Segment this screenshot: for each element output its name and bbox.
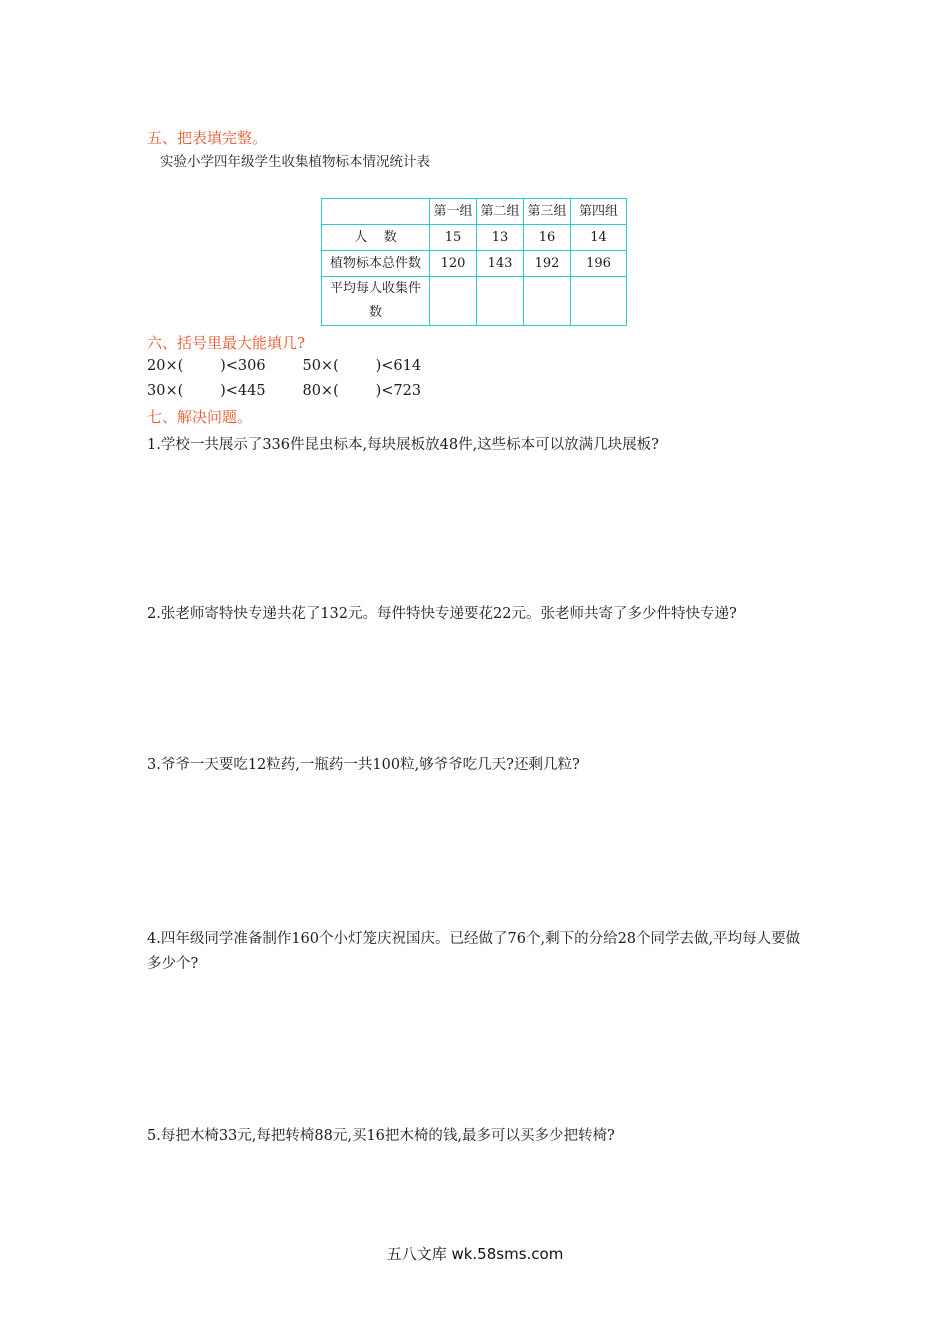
specimen-table [321, 198, 627, 326]
footer-watermark: 五八文库 wk.58sms.com [386, 1245, 564, 1263]
problem-3: 3.爷爷一天要吃12粒药,一瓶药一共100粒,够爷爷吃几天?还剩几粒? [147, 757, 580, 773]
table-cell: 13 [477, 225, 524, 251]
row-label-people: 人 数 [322, 225, 430, 251]
problem-4: 4.四年级同学准备制作160个小灯笼庆祝国庆。已经做了76个,剩下的分给28个同学去做,平均每人要做多少个? [147, 931, 801, 972]
table-header-cell: 第一组 [430, 199, 477, 225]
section5-heading: 五、把表填完整。 [147, 129, 268, 147]
table-header-cell: 第三组 [524, 199, 571, 225]
section7-heading: 七、解决问题。 [147, 408, 253, 426]
problem-2: 2.张老师寄特快专递共花了132元。每件特快专递要花22元。张老师共寄了多少件特快专递? [147, 606, 737, 622]
table-caption: 实验小学四年级学生收集植物标本情况统计表 [160, 154, 430, 170]
inequality-line: 20×( )<306 50×( )<614 [147, 358, 422, 374]
table-cell: 192 [524, 251, 571, 277]
table-cell: 14 [571, 225, 627, 251]
section6-heading: 六、括号里最大能填几? [147, 334, 306, 352]
answer-cell[interactable] [430, 277, 477, 326]
inequality-line: 30×( )<445 80×( )<723 [147, 383, 422, 399]
answer-cell[interactable] [571, 277, 627, 326]
row-label-average: 平均每人收集件数 [322, 277, 430, 326]
row-label-total: 植物标本总件数 [322, 251, 430, 277]
table-cell: 15 [430, 225, 477, 251]
table-cell: 16 [524, 225, 571, 251]
table-cell: 143 [477, 251, 524, 277]
answer-cell[interactable] [477, 277, 524, 326]
problem-5: 5.每把木椅33元,每把转椅88元,买16把木椅的钱,最多可以买多少把转椅? [147, 1128, 615, 1144]
table-header-cell [322, 199, 430, 225]
table-cell: 120 [430, 251, 477, 277]
table-row [322, 251, 627, 277]
table-row [322, 225, 627, 251]
table-cell: 196 [571, 251, 627, 277]
table-row [322, 277, 627, 326]
table-header-row [322, 199, 627, 225]
table-header-cell: 第二组 [477, 199, 524, 225]
answer-cell[interactable] [524, 277, 571, 326]
problem-1: 1.学校一共展示了336件昆虫标本,每块展板放48件,这些标本可以放满几块展板? [147, 437, 659, 453]
table-header-cell: 第四组 [571, 199, 627, 225]
